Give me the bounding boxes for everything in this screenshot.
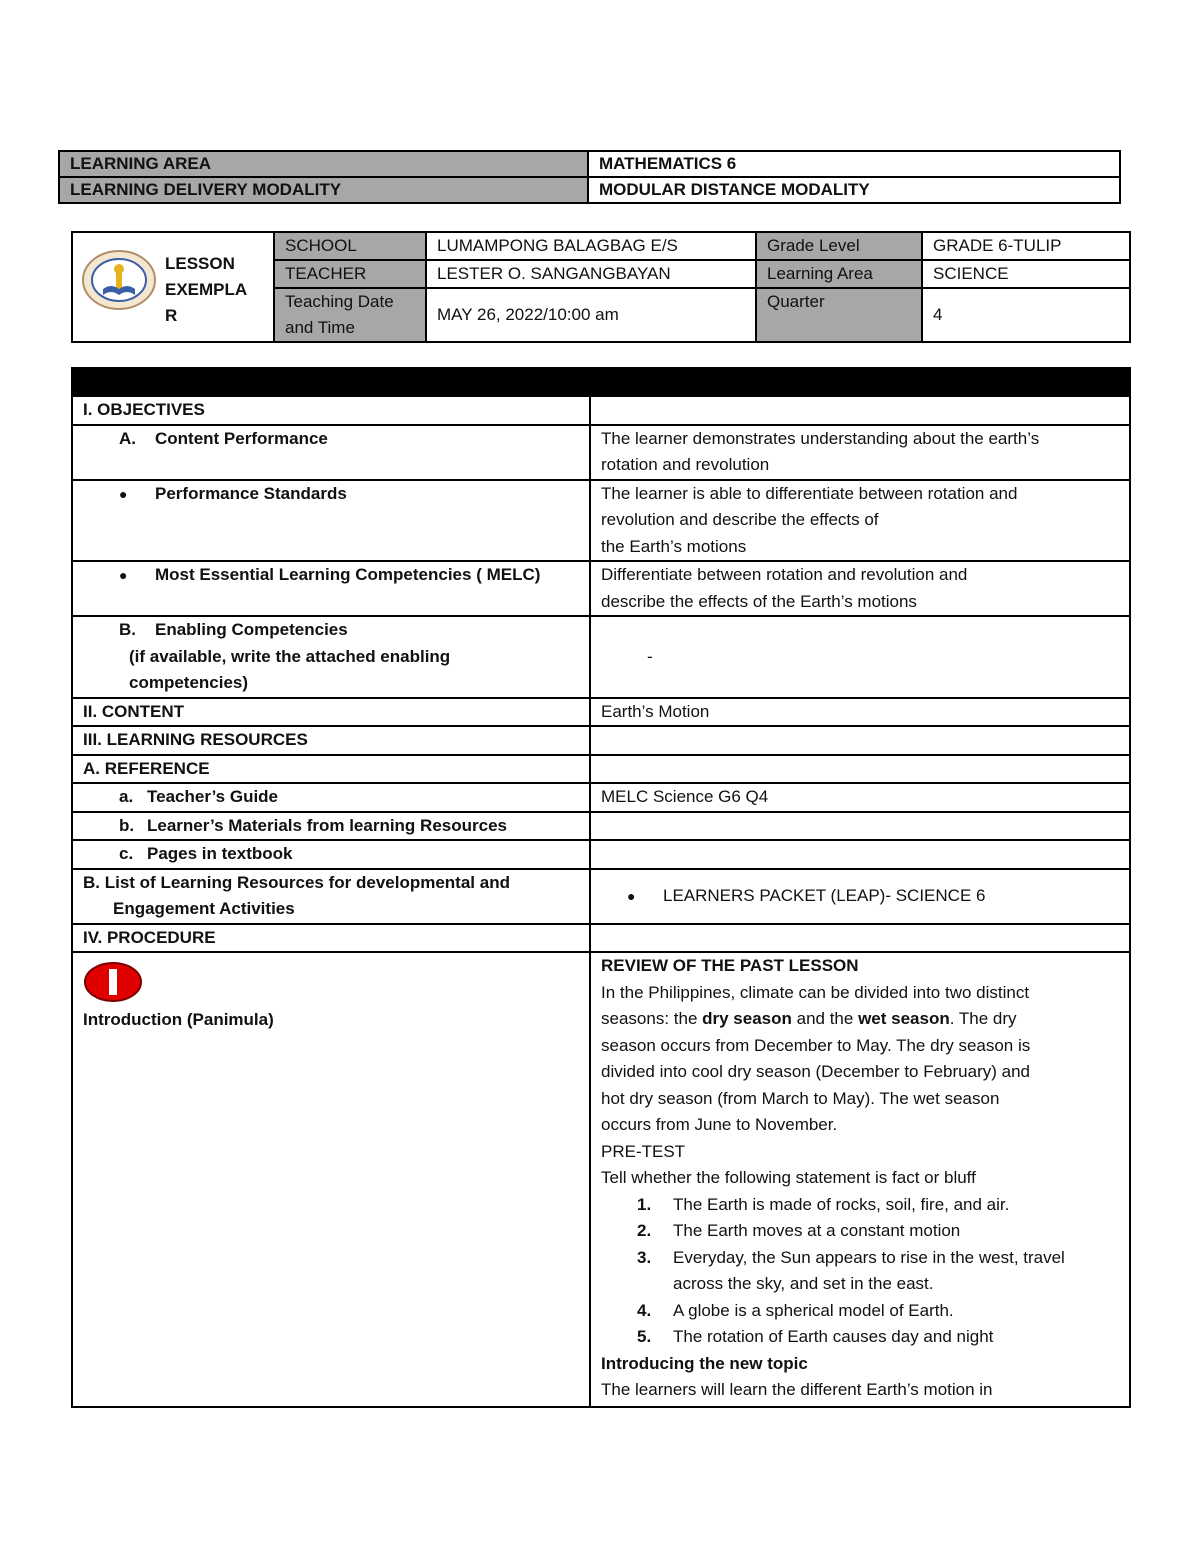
performance-standards-line-2: revolution and describe the effects of — [601, 510, 879, 529]
item-number: 4. — [637, 1300, 652, 1320]
learners-materials-text: Learner’s Materials from learning Resources — [147, 815, 507, 835]
review-line-3: season occurs from December to May. The dry season is — [601, 1035, 1031, 1055]
pages-textbook-letter: c. — [119, 844, 134, 863]
enabling-note-line-2: competencies) — [129, 673, 249, 692]
review-line-2 — [601, 1006, 1119, 1033]
content-performance-line-2: rotation and revolution — [601, 455, 770, 474]
melc-line-1: Differentiate between rotation and revolution and — [601, 565, 968, 584]
introduction-cell — [72, 952, 590, 1407]
item-text: The Earth is made of rocks, soil, fire, and air. — [673, 1194, 1010, 1214]
review-title: REVIEW OF THE PAST LESSON — [601, 956, 859, 975]
melc-text: Most Essential Learning Competencies ( MELC) — [155, 565, 541, 584]
enabling-text: Enabling Competencies — [155, 620, 348, 639]
pages-textbook-value — [590, 840, 1130, 869]
enabling-note-line-1: (if available, write the attached enabling — [129, 646, 451, 666]
melc-line-2: describe the effects of the Earth’s motions — [601, 591, 917, 611]
content-performance-value — [590, 425, 1130, 480]
dry-season-term: dry season — [702, 1009, 792, 1028]
school-label: SCHOOL — [274, 232, 426, 260]
learners-materials-letter: b. — [119, 815, 135, 835]
list-item — [601, 1192, 1119, 1219]
teaching-date-value: MAY 26, 2022/10:00 am — [426, 288, 756, 342]
lesson-title-line-2: EXEMPLA — [165, 280, 248, 299]
list-resources-value-text: LEARNERS PACKET (LEAP)- SCIENCE 6 — [663, 885, 986, 905]
black-header-row — [72, 368, 1130, 396]
pages-textbook-text: Pages in textbook — [147, 844, 293, 863]
teachers-guide-text: Teacher’s Guide — [147, 787, 279, 806]
enabling-value: - — [590, 616, 1130, 698]
school-seal-icon — [81, 249, 157, 311]
objectives-value — [590, 396, 1130, 425]
procedure-label: IV. PROCEDURE — [72, 924, 590, 953]
header-cell-right — [590, 368, 1130, 396]
teaching-date-label-line-2: and Time — [285, 318, 355, 337]
review-text-e: . The dry — [949, 1009, 1017, 1028]
bullet-icon: ● — [627, 887, 636, 904]
reference-value — [590, 755, 1130, 784]
melc-label — [72, 561, 590, 616]
lesson-plan-table — [71, 367, 1131, 1408]
melc-value — [590, 561, 1130, 616]
teachers-guide-letter: a. — [119, 787, 134, 806]
enabling-letter: B. — [119, 620, 136, 639]
lesson-title-line-3: R — [165, 306, 178, 325]
school-value: LUMAMPONG BALAGBAG E/S — [426, 232, 756, 260]
introduction-i-icon — [83, 961, 143, 1003]
teacher-label: TEACHER — [274, 260, 426, 288]
performance-standards-line-3: the Earth’s motions — [601, 536, 747, 556]
reference-label: A. REFERENCE — [72, 755, 590, 784]
content-performance-label — [72, 425, 590, 480]
content-performance-letter: A. — [119, 428, 136, 448]
grade-level-label: Grade Level — [756, 232, 922, 260]
item-number: 3. — [637, 1247, 652, 1267]
teachers-guide-label — [72, 783, 590, 812]
content-label: II. CONTENT — [72, 698, 590, 727]
list-item — [601, 1245, 1119, 1298]
quarter-label: Quarter — [756, 288, 922, 342]
item-number: 2. — [637, 1221, 652, 1240]
content-performance-line-1: The learner demonstrates understanding about the earth’s — [601, 428, 1040, 448]
content-value: Earth’s Motion — [590, 698, 1130, 727]
performance-standards-text: Performance Standards — [155, 483, 347, 503]
list-item — [601, 1324, 1119, 1351]
review-text-a: seasons: the — [601, 1009, 703, 1028]
learning-area-label-2: Learning Area — [756, 260, 922, 288]
learners-materials-value — [590, 812, 1130, 841]
review-line-4: divided into cool dry season (December to February) and — [601, 1062, 1030, 1081]
teaching-date-label — [274, 288, 426, 342]
review-text-c: and the — [791, 1009, 859, 1028]
item-number: 1. — [637, 1194, 652, 1214]
list-resources-value — [590, 869, 1130, 924]
procedure-value — [590, 924, 1130, 953]
lesson-header-table — [71, 231, 1131, 343]
item-text: The rotation of Earth causes day and night — [673, 1327, 994, 1346]
objectives-label: I. OBJECTIVES — [72, 396, 590, 425]
logo-cell — [72, 232, 274, 342]
introduction-label: Introduction (Panimula) — [83, 1010, 274, 1029]
learning-area-label: LEARNING AREA — [59, 151, 588, 177]
content-performance-text: Content Performance — [155, 428, 328, 448]
review-line-5: hot dry season (from March to May). The wet season — [601, 1088, 1000, 1108]
learning-resources-label: III. LEARNING RESOURCES — [72, 726, 590, 755]
new-topic-title: Introducing the new topic — [601, 1353, 808, 1373]
modality-label: LEARNING DELIVERY MODALITY — [59, 177, 588, 203]
performance-standards-label — [72, 480, 590, 562]
learners-materials-label — [72, 812, 590, 841]
pages-textbook-label — [72, 840, 590, 869]
quarter-value: 4 — [922, 288, 1130, 342]
item-text: Everyday, the Sun appears to rise in the west, travel across the sky, and set in the east. — [673, 1247, 1065, 1293]
pretest-instruction: Tell whether the following statement is fact or bluff — [601, 1168, 976, 1187]
learning-resources-value — [590, 726, 1130, 755]
list-item — [601, 1218, 1119, 1245]
introduction-content — [590, 952, 1130, 1407]
performance-standards-line-1: The learner is able to differentiate between rotation and — [601, 483, 1018, 503]
performance-standards-value — [590, 480, 1130, 562]
list-resources-line-2: Engagement Activities — [113, 899, 295, 918]
item-text: The Earth moves at a constant motion — [673, 1221, 961, 1240]
list-item — [601, 1298, 1119, 1325]
enabling-competencies-label — [72, 616, 590, 698]
list-resources-label — [72, 869, 590, 924]
review-line-6: occurs from June to November. — [601, 1115, 838, 1134]
bullet-icon: ● — [119, 567, 128, 583]
pretest-title: PRE-TEST — [601, 1141, 686, 1161]
teacher-value: LESTER O. SANGANGBAYAN — [426, 260, 756, 288]
learning-area-value-2: SCIENCE — [922, 260, 1130, 288]
header-cell-left — [72, 368, 590, 396]
teaching-date-label-line-1: Teaching Date — [285, 292, 394, 311]
teachers-guide-value: MELC Science G6 Q4 — [590, 783, 1130, 812]
lesson-exemplar-title — [165, 251, 255, 329]
new-topic-text: The learners will learn the different Earth’s motion in — [601, 1380, 993, 1399]
modality-value: MODULAR DISTANCE MODALITY — [588, 177, 1120, 203]
item-number: 5. — [637, 1327, 652, 1346]
learning-area-table — [58, 150, 1121, 204]
bullet-icon: ● — [119, 485, 128, 502]
item-text: A globe is a spherical model of Earth. — [673, 1300, 954, 1320]
learning-area-value: MATHEMATICS 6 — [588, 151, 1120, 177]
list-resources-line-1: B. List of Learning Resources for developmental and — [83, 872, 510, 892]
review-line-1: In the Philippines, climate can be divided into two distinct — [601, 982, 1030, 1002]
wet-season-term: wet season — [858, 1009, 950, 1028]
grade-level-value: GRADE 6-TULIP — [922, 232, 1130, 260]
lesson-title-line-1: LESSON — [165, 254, 235, 273]
